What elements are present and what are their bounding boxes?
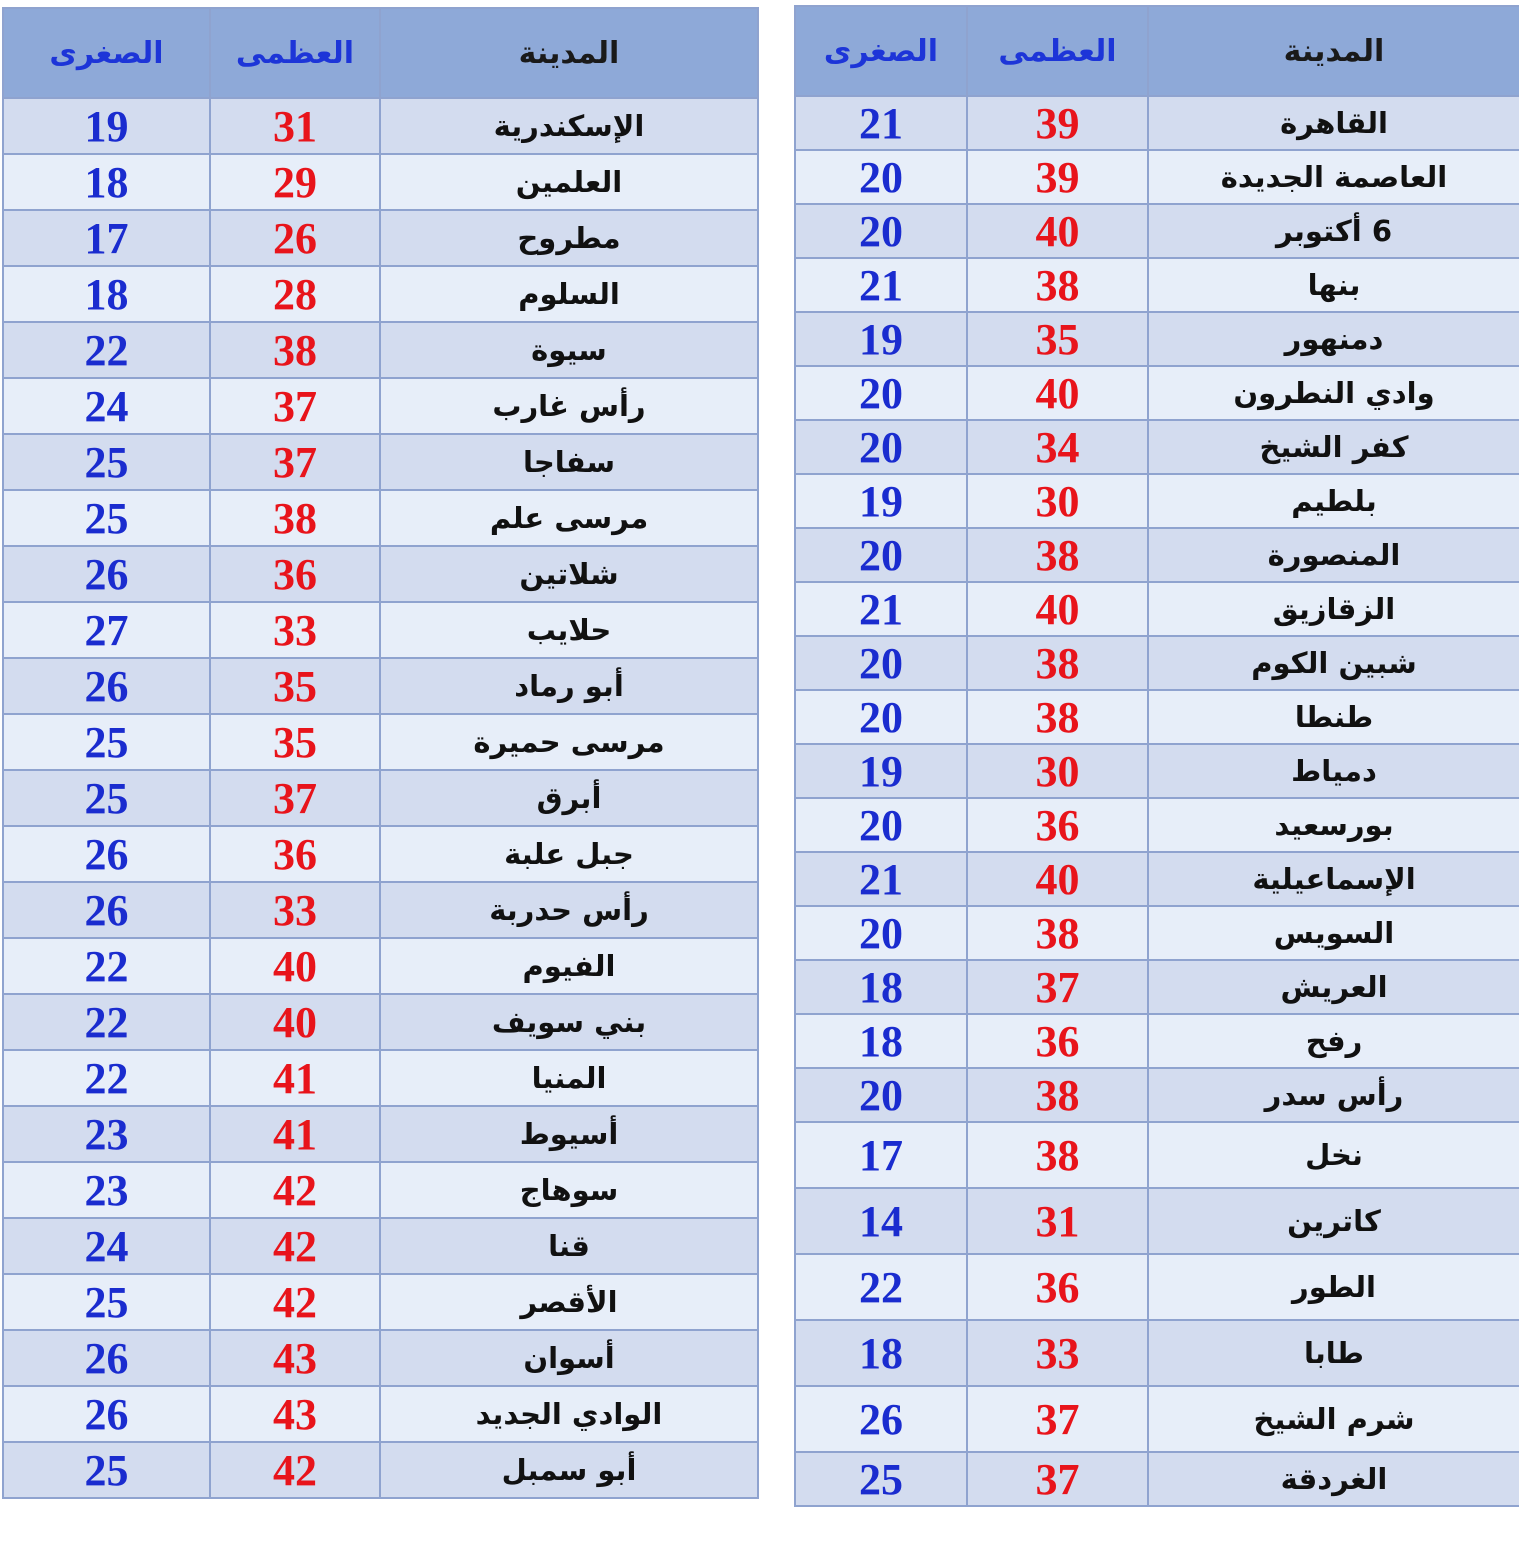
table-row: [795, 366, 1519, 420]
max-temp-cell: 36: [967, 1014, 1148, 1068]
max-temp-cell: 31: [210, 98, 380, 154]
max-temp-cell: 43: [210, 1330, 380, 1386]
city-cell: نخل: [1148, 1122, 1519, 1188]
max-temp-cell: 28: [210, 266, 380, 322]
city-cell: سفاجا: [380, 434, 758, 490]
city-cell: مطروح: [380, 210, 758, 266]
city-cell: أبو سمبل: [380, 1442, 758, 1498]
min-temp-cell: 18: [3, 266, 210, 322]
table-row: [3, 1386, 758, 1442]
table-row: [795, 420, 1519, 474]
min-temp-cell: 21: [795, 96, 967, 150]
max-temp-cell: 40: [967, 852, 1148, 906]
max-temp-cell: 35: [210, 714, 380, 770]
table-row: [795, 1386, 1519, 1452]
max-temp-cell: 43: [210, 1386, 380, 1442]
max-temp-cell: 38: [967, 1122, 1148, 1188]
min-temp-cell: 21: [795, 258, 967, 312]
table-row: [3, 882, 758, 938]
min-temp-cell: 19: [795, 744, 967, 798]
table-row: [795, 1122, 1519, 1188]
table-row: [795, 204, 1519, 258]
table-row: [795, 744, 1519, 798]
table-row: [795, 1068, 1519, 1122]
table-row: [3, 1218, 758, 1274]
city-cell: رأس غارب: [380, 378, 758, 434]
table-row: [3, 602, 758, 658]
max-temp-cell: 33: [967, 1320, 1148, 1386]
city-cell: كاترين: [1148, 1188, 1519, 1254]
table-row: [795, 798, 1519, 852]
min-temp-cell: 24: [3, 378, 210, 434]
max-temp-cell: 38: [210, 490, 380, 546]
max-temp-cell: 39: [967, 150, 1148, 204]
city-cell: حلايب: [380, 602, 758, 658]
table-row: [795, 258, 1519, 312]
max-temp-cell: 31: [967, 1188, 1148, 1254]
city-cell: بورسعيد: [1148, 798, 1519, 852]
table-row: [3, 490, 758, 546]
max-temp-cell: 40: [210, 994, 380, 1050]
min-temp-cell: 19: [795, 312, 967, 366]
city-cell: المنيا: [380, 1050, 758, 1106]
min-temp-cell: 20: [795, 906, 967, 960]
city-cell: الزقازيق: [1148, 582, 1519, 636]
min-temp-cell: 18: [795, 1320, 967, 1386]
city-cell: رفح: [1148, 1014, 1519, 1068]
min-temp-cell: 22: [3, 938, 210, 994]
city-cell: الوادي الجديد: [380, 1386, 758, 1442]
table-row: [795, 1254, 1519, 1320]
max-temp-cell: 36: [967, 1254, 1148, 1320]
min-temp-cell: 20: [795, 528, 967, 582]
table-row: [3, 826, 758, 882]
min-temp-cell: 21: [795, 852, 967, 906]
table-row: [795, 906, 1519, 960]
city-cell: قنا: [380, 1218, 758, 1274]
header-min: الصغرى: [3, 8, 210, 98]
table-row: [795, 690, 1519, 744]
min-temp-cell: 19: [3, 98, 210, 154]
max-temp-cell: 29: [210, 154, 380, 210]
city-cell: الأقصر: [380, 1274, 758, 1330]
city-cell: كفر الشيخ: [1148, 420, 1519, 474]
table-row: [795, 1452, 1519, 1506]
max-temp-cell: 40: [967, 582, 1148, 636]
min-temp-cell: 26: [3, 658, 210, 714]
min-temp-cell: 26: [795, 1386, 967, 1452]
city-cell: وادي النطرون: [1148, 366, 1519, 420]
city-cell: القاهرة: [1148, 96, 1519, 150]
table-row: [795, 1014, 1519, 1068]
city-cell: رأس سدر: [1148, 1068, 1519, 1122]
city-cell: سيوة: [380, 322, 758, 378]
min-temp-cell: 25: [3, 1274, 210, 1330]
min-temp-cell: 20: [795, 150, 967, 204]
city-cell: شرم الشيخ: [1148, 1386, 1519, 1452]
table-row: [3, 378, 758, 434]
min-temp-cell: 22: [3, 322, 210, 378]
temperature-table-left: [2, 7, 759, 1499]
min-temp-cell: 25: [3, 434, 210, 490]
table-row: [795, 582, 1519, 636]
max-temp-cell: 36: [210, 546, 380, 602]
header-city: المدينة: [1148, 6, 1519, 96]
max-temp-cell: 42: [210, 1218, 380, 1274]
table-row: [3, 98, 758, 154]
city-cell: دمياط: [1148, 744, 1519, 798]
city-cell: طنطا: [1148, 690, 1519, 744]
min-temp-cell: 20: [795, 636, 967, 690]
max-temp-cell: 41: [210, 1050, 380, 1106]
min-temp-cell: 18: [795, 1014, 967, 1068]
max-temp-cell: 33: [210, 882, 380, 938]
city-cell: مرسى حميرة: [380, 714, 758, 770]
max-temp-cell: 37: [210, 378, 380, 434]
table-row: [795, 852, 1519, 906]
city-cell: مرسى علم: [380, 490, 758, 546]
max-temp-cell: 37: [967, 1452, 1148, 1506]
max-temp-cell: 42: [210, 1442, 380, 1498]
max-temp-cell: 40: [210, 938, 380, 994]
min-temp-cell: 20: [795, 798, 967, 852]
max-temp-cell: 35: [967, 312, 1148, 366]
min-temp-cell: 14: [795, 1188, 967, 1254]
max-temp-cell: 38: [210, 322, 380, 378]
max-temp-cell: 38: [967, 528, 1148, 582]
min-temp-cell: 25: [3, 1442, 210, 1498]
table-row: [795, 474, 1519, 528]
table-row: [3, 434, 758, 490]
min-temp-cell: 25: [3, 714, 210, 770]
city-cell: بني سويف: [380, 994, 758, 1050]
table-row: [3, 658, 758, 714]
max-temp-cell: 36: [210, 826, 380, 882]
table-row: [3, 1330, 758, 1386]
min-temp-cell: 25: [3, 770, 210, 826]
max-temp-cell: 36: [967, 798, 1148, 852]
table-row: [795, 1188, 1519, 1254]
city-cell: جبل علبة: [380, 826, 758, 882]
max-temp-cell: 37: [210, 770, 380, 826]
max-temp-cell: 35: [210, 658, 380, 714]
city-cell: شلاتين: [380, 546, 758, 602]
min-temp-cell: 26: [3, 1386, 210, 1442]
header-max: العظمى: [210, 8, 380, 98]
min-temp-cell: 20: [795, 204, 967, 258]
max-temp-cell: 26: [210, 210, 380, 266]
table-row: [795, 150, 1519, 204]
table-gap: [757, 0, 794, 1550]
table-row: [3, 210, 758, 266]
city-cell: أبرق: [380, 770, 758, 826]
table-row: [795, 636, 1519, 690]
table-row: [3, 1274, 758, 1330]
min-temp-cell: 26: [3, 1330, 210, 1386]
table-row: [3, 154, 758, 210]
table-row: [3, 546, 758, 602]
min-temp-cell: 20: [795, 690, 967, 744]
min-temp-cell: 23: [3, 1106, 210, 1162]
max-temp-cell: 37: [210, 434, 380, 490]
city-cell: طابا: [1148, 1320, 1519, 1386]
table-row: [3, 266, 758, 322]
city-cell: أسيوط: [380, 1106, 758, 1162]
table-row: [3, 770, 758, 826]
city-cell: بلطيم: [1148, 474, 1519, 528]
max-temp-cell: 33: [210, 602, 380, 658]
min-temp-cell: 18: [3, 154, 210, 210]
max-temp-cell: 37: [967, 960, 1148, 1014]
table-row: [3, 1050, 758, 1106]
min-temp-cell: 26: [3, 882, 210, 938]
table-row: [3, 938, 758, 994]
table-row: [795, 96, 1519, 150]
city-cell: الفيوم: [380, 938, 758, 994]
min-temp-cell: 23: [3, 1162, 210, 1218]
table-row: [3, 1162, 758, 1218]
min-temp-cell: 25: [795, 1452, 967, 1506]
city-cell: الإسماعيلية: [1148, 852, 1519, 906]
table-row: [795, 312, 1519, 366]
city-cell: أسوان: [380, 1330, 758, 1386]
max-temp-cell: 37: [967, 1386, 1148, 1452]
min-temp-cell: 20: [795, 420, 967, 474]
max-temp-cell: 38: [967, 690, 1148, 744]
min-temp-cell: 17: [795, 1122, 967, 1188]
table-row: [795, 1320, 1519, 1386]
min-temp-cell: 26: [3, 826, 210, 882]
max-temp-cell: 34: [967, 420, 1148, 474]
max-temp-cell: 42: [210, 1162, 380, 1218]
min-temp-cell: 18: [795, 960, 967, 1014]
max-temp-cell: 30: [967, 744, 1148, 798]
min-temp-cell: 20: [795, 1068, 967, 1122]
max-temp-cell: 38: [967, 258, 1148, 312]
max-temp-cell: 40: [967, 204, 1148, 258]
city-cell: رأس حدربة: [380, 882, 758, 938]
city-cell: دمنهور: [1148, 312, 1519, 366]
max-temp-cell: 30: [967, 474, 1148, 528]
header-row: [795, 6, 1519, 96]
min-temp-cell: 17: [3, 210, 210, 266]
max-temp-cell: 40: [967, 366, 1148, 420]
city-cell: الغردقة: [1148, 1452, 1519, 1506]
city-cell: السويس: [1148, 906, 1519, 960]
city-cell: أبو رماد: [380, 658, 758, 714]
min-temp-cell: 25: [3, 490, 210, 546]
city-cell: الإسكندرية: [380, 98, 758, 154]
city-cell: 6 أكتوبر: [1148, 204, 1519, 258]
min-temp-cell: 21: [795, 582, 967, 636]
min-temp-cell: 22: [795, 1254, 967, 1320]
max-temp-cell: 38: [967, 1068, 1148, 1122]
min-temp-cell: 22: [3, 994, 210, 1050]
city-cell: شبين الكوم: [1148, 636, 1519, 690]
table-row: [3, 994, 758, 1050]
city-cell: السلوم: [380, 266, 758, 322]
max-temp-cell: 38: [967, 636, 1148, 690]
min-temp-cell: 19: [795, 474, 967, 528]
max-temp-cell: 39: [967, 96, 1148, 150]
city-cell: العريش: [1148, 960, 1519, 1014]
min-temp-cell: 26: [3, 546, 210, 602]
city-cell: بنها: [1148, 258, 1519, 312]
min-temp-cell: 22: [3, 1050, 210, 1106]
table-row: [795, 960, 1519, 1014]
max-temp-cell: 42: [210, 1274, 380, 1330]
table-row: [3, 1442, 758, 1498]
city-cell: المنصورة: [1148, 528, 1519, 582]
header-max: العظمى: [967, 6, 1148, 96]
header-min: الصغرى: [795, 6, 967, 96]
city-cell: الطور: [1148, 1254, 1519, 1320]
header-row: [3, 8, 758, 98]
max-temp-cell: 38: [967, 906, 1148, 960]
max-temp-cell: 41: [210, 1106, 380, 1162]
temperature-table-right: [794, 5, 1519, 1507]
table-row: [3, 714, 758, 770]
min-temp-cell: 27: [3, 602, 210, 658]
city-cell: العلمين: [380, 154, 758, 210]
header-city: المدينة: [380, 8, 758, 98]
city-cell: سوهاج: [380, 1162, 758, 1218]
table-row: [3, 322, 758, 378]
min-temp-cell: 24: [3, 1218, 210, 1274]
table-row: [795, 528, 1519, 582]
min-temp-cell: 20: [795, 366, 967, 420]
table-row: [3, 1106, 758, 1162]
city-cell: العاصمة الجديدة: [1148, 150, 1519, 204]
